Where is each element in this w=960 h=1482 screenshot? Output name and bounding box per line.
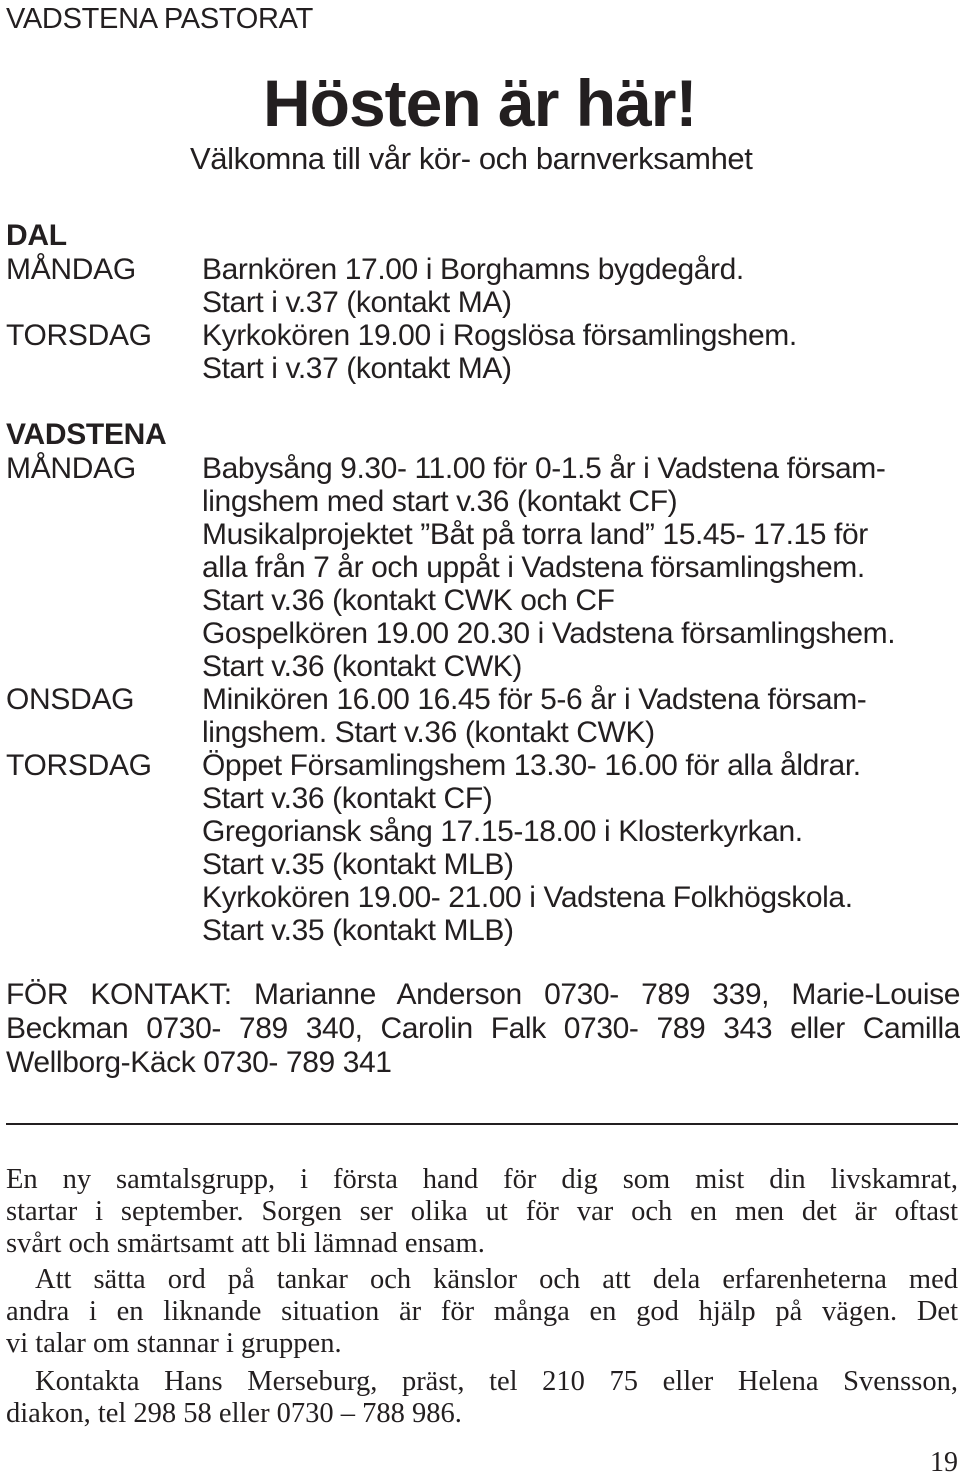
schedule-line: Babysång 9.30- 11.00 för 0-1.5 år i Vadstena försam- — [202, 452, 886, 485]
schedule-line: Start i v.37 (kontakt MA) — [202, 352, 512, 385]
notice-line: andra i en liknande situation är för många en god hjälp på vägen. Det — [6, 1295, 958, 1327]
contact-line: Wellborg-Käck 0730- 789 341 — [6, 1046, 392, 1079]
notice-line: vi talar om stannar i gruppen. — [6, 1327, 342, 1359]
schedule-line: Kyrkokören 19.00 i Rogslösa församlingshem. — [202, 319, 797, 352]
schedule-line: Minikören 16.00 16.45 för 5-6 år i Vadstena försam- — [202, 683, 867, 716]
contact-block — [6, 978, 960, 1080]
pastorate-label: VADSTENA PASTORAT — [6, 3, 313, 35]
schedule-line: lingshem. Start v.36 (kontakt CWK) — [202, 716, 655, 749]
schedule-line: Start v.36 (kontakt CWK och CF — [202, 584, 615, 617]
schedule-line: Start v.35 (kontakt MLB) — [202, 848, 514, 881]
contact-line: Beckman 0730- 789 340, Carolin Falk 0730- 789 343 eller Camilla — [6, 1012, 960, 1045]
schedule-line: Start v.35 (kontakt MLB) — [202, 914, 514, 947]
schedule-line: alla från 7 år och uppåt i Vadstena församlingshem. — [202, 551, 865, 584]
notice-line: diakon, tel 298 58 eller 0730 – 788 986. — [6, 1397, 462, 1429]
notice-paragraph — [6, 1366, 958, 1430]
notice-line: Att sätta ord på tankar och känslor och att dela erfarenheterna med — [35, 1264, 958, 1295]
contact-line: FÖR KONTAKT: Marianne Anderson 0730- 789 339, Marie-Louise — [6, 978, 960, 1011]
schedule-line: Gregoriansk sång 17.15-18.00 i Klosterkyrkan. — [202, 815, 803, 848]
section-divider — [6, 1123, 958, 1125]
day-label-thursday: TORSDAG — [6, 319, 152, 352]
day-label-monday: MÅNDAG — [6, 253, 136, 286]
schedule-line: Kyrkokören 19.00- 21.00 i Vadstena Folkhögskola. — [202, 881, 853, 914]
notice-line: En ny samtalsgrupp, i första hand för dig som mist din livskamrat, — [6, 1164, 958, 1195]
notice-line: startar i september. Sorgen ser olika ut för var och en men det är oftast — [6, 1195, 958, 1227]
notice-line: svårt och smärtsamt att bli lämnad ensam. — [6, 1227, 485, 1259]
schedule-line: Gospelkören 19.00 20.30 i Vadstena församlingshem. — [202, 617, 896, 650]
schedule-line: Öppet Församlingshem 13.30- 16.00 för alla åldrar. — [202, 749, 861, 782]
day-label-monday: MÅNDAG — [6, 452, 136, 485]
schedule-line: Musikalprojektet ”Båt på torra land” 15.45- 17.15 för — [202, 518, 868, 551]
schedule-line: lingshem med start v.36 (kontakt CF) — [202, 485, 678, 518]
day-label-thursday: TORSDAG — [6, 749, 152, 782]
schedule-line: Start i v.37 (kontakt MA) — [202, 286, 512, 319]
notice-paragraph — [6, 1164, 958, 1259]
section-heading-vadstena: VADSTENA — [6, 418, 167, 451]
schedule-line: Start v.36 (kontakt CWK) — [202, 650, 522, 683]
section-heading-dal: DAL — [6, 219, 67, 252]
schedule-line: Start v.36 (kontakt CF) — [202, 782, 493, 815]
page-number: 19 — [930, 1447, 958, 1478]
notice-paragraph — [6, 1264, 958, 1359]
page-title: Hösten är här! — [263, 66, 697, 140]
schedule-line: Barnkören 17.00 i Borghamns bygdegård. — [202, 253, 744, 286]
page-subtitle: Välkomna till vår kör- och barnverksamhet — [190, 141, 753, 176]
notice-line: Kontakta Hans Merseburg, präst, tel 210 75 eller Helena Svensson, — [35, 1366, 958, 1397]
day-label-wednesday: ONSDAG — [6, 683, 135, 716]
